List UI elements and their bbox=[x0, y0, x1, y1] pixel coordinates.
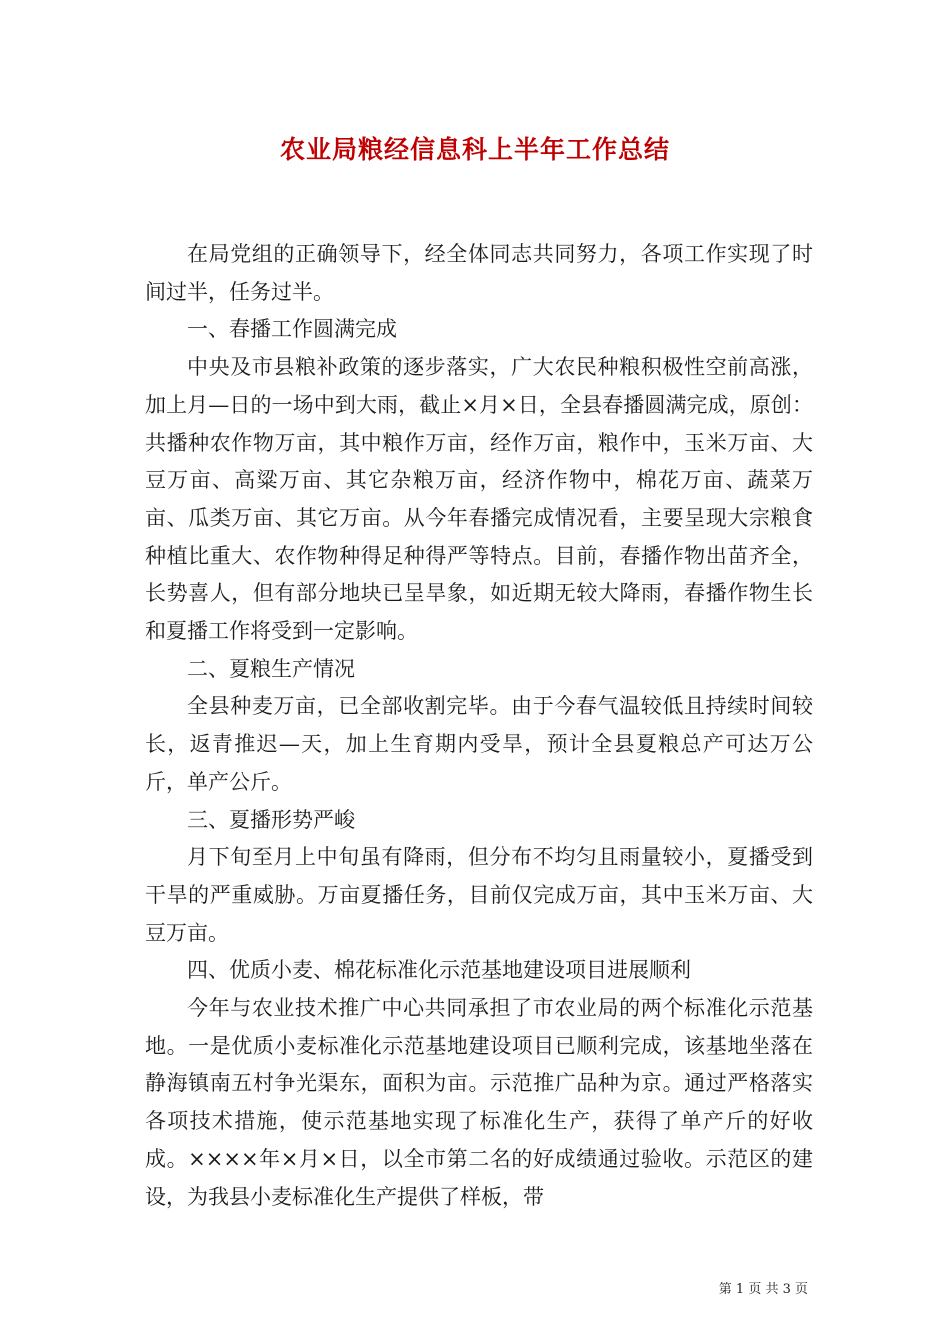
section-heading-4: 四、优质小麦、棉花标准化示范基地建设项目进展顺利 bbox=[187, 958, 691, 983]
intro-paragraph: 在局党组的正确领导下，经全体同志共同努力，各项工作实现了时间过半，任务过半。 bbox=[145, 242, 813, 304]
section-paragraph-1: 中央及市县粮补政策的逐步落实，广大农民种粮积极性空前高涨，加上月—日的一场中到大雨，截止×月×日，全县春播圆满完成，原创：共播种农作物万亩，其中粮作万亩，经作万亩，粮作中，玉米万亩、大豆万亩、高粱万亩、其它杂粮万亩，经济作物中，棉花万亩、蔬菜万亩、瓜类万亩、其它万亩。从今年春播完成情况看，主要呈现大宗粮食种植比重大、农作物种得足种得严等特点。目前，春播作物出苗齐全，长势喜人，但有部分地块已呈旱象，如近期无较大降雨，春播作物生长和夏播工作将受到一定影响。 bbox=[145, 355, 813, 644]
page-number-footer: 第 1 页 共 3 页 bbox=[718, 1282, 808, 1297]
section-paragraph-4: 今年与农业技术推广中心共同承担了市农业局的两个标准化示范基地。一是优质小麦标准化示范基地建设项目已顺利完成，该基地坐落在静海镇南五村争光渠东，面积为亩。示范推广品种为京。通过严格落实各项技术措施，使示范基地实现了标准化生产，获得了单产斤的好收成。××××年×月×日，以全市第二名的好成绩通过验收。示范区的建设，为我县小麦标准化生产提供了样板，带 bbox=[145, 996, 813, 1209]
section-heading-3: 三、夏播形势严峻 bbox=[187, 807, 355, 832]
document-title: 农业局粮经信息科上半年工作总结 bbox=[279, 135, 670, 164]
section-heading-1: 一、春播工作圆满完成 bbox=[187, 317, 397, 342]
section-paragraph-2: 全县种麦万亩，已全部收割完毕。由于今春气温较低且持续时间较长，返青推迟—天，加上生育期内受旱，预计全县夏粮总产可达万公斤，单产公斤。 bbox=[145, 694, 813, 794]
document-body bbox=[145, 236, 813, 1216]
section-paragraph-3: 月下旬至月上中旬虽有降雨，但分布不均匀且雨量较小，夏播受到干旱的严重威胁。万亩夏播任务，目前仅完成万亩，其中玉米万亩、大豆万亩。 bbox=[145, 845, 813, 945]
section-heading-2: 二、夏粮生产情况 bbox=[187, 656, 355, 681]
